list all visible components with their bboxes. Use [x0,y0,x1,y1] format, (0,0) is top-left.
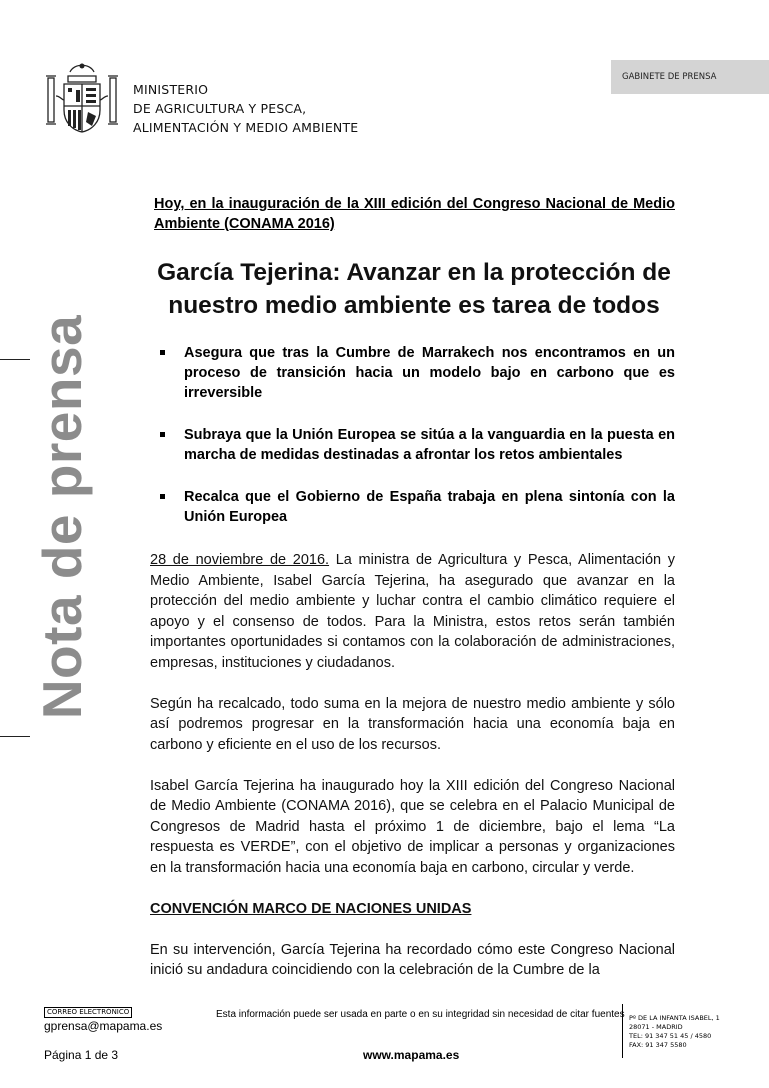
section-title: CONVENCIÓN MARCO DE NACIONES UNIDAS [150,900,472,917]
ministry-line: ALIMENTACIÓN Y MEDIO AMBIENTE [133,120,359,135]
usage-notice: Esta información puede ser usada en parte o en su integridad sin necesidad de citar fuentes [216,1009,625,1020]
headline: García Tejerina: Avanzar en la protección de nuestro medio ambiente es tarea de todos [157,259,671,319]
paragraph-text: La ministra de Agricultura y Pesca, Alimentación y Medio Ambiente, Isabel García Tejerina, ha asegurado que avanzar en la protección del medio ambiente y luchar contra el cambio climático requiere el apoyo y el consenso de todos. Para la Ministra, estos retos serán también importantes oportunidades si contamos con la colaboración de administraciones, empresas, instituciones y ciudadanos. [150,552,675,671]
address-line: FAX: 91 347 5580 [629,1041,687,1049]
email-link[interactable]: gprensa@mapama.es [44,1019,163,1033]
gabinete-label: GABINETE DE PRENSA [611,60,769,94]
paragraph: Isabel García Tejerina ha inaugurado hoy la XIII edición del Congreso Nacional de Medio Ambiente (CONAMA 2016), que se celebra en el Palacio Municipal de Congresos de Madrid hasta el próximo 1 de diciembre, bajo el lema “La respuesta es VERDE”, con el objetivo de implicar a personas y organizaciones en la transformación hacia una economía baja en carbono, circular y verde. [150,777,675,876]
address-block [622,1004,720,1058]
side-divider-top [0,359,30,360]
email-label: CORREO ELECTRÓNICO [44,1007,132,1018]
bullet-item: Recalca que el Gobierno de España trabaja en plena sintonía con la Unión Europea [160,487,675,527]
address-line: TEL: 91 347 51 45 / 4580 [629,1032,712,1040]
page-number: Página 1 de 3 [44,1048,119,1062]
ministry-name [133,80,358,137]
bullet-item: Subraya que la Unión Europea se sitúa a la vanguardia en la puesta en marcha de medidas destinadas a afrontar los retos ambientales [160,425,675,465]
website-link[interactable]: www.mapama.es [363,1048,460,1062]
paragraph [150,550,675,673]
article-body [150,550,675,981]
address-line: Pº DE LA INFANTA ISABEL, 1 [629,1014,720,1022]
vertical-title: Nota de prensa [31,314,93,720]
address-line: 28071 - MADRID [629,1023,683,1031]
bullet-list [160,343,675,549]
date: 28 de noviembre de 2016. [150,552,330,568]
kicker: Hoy, en la inauguración de la XIII edición del Congreso Nacional de Medio Ambiente (CONAMA 2016) [154,196,675,232]
bullet-item: Asegura que tras la Cumbre de Marrakech nos encontramos en un proceso de transición hacia un modelo bajo en carbono que es irreversible [160,343,675,403]
ministry-line: DE AGRICULTURA Y PESCA, [133,101,307,116]
side-divider-bottom [0,736,30,737]
ministry-line: MINISTERIO [133,82,209,97]
coat-of-arms-icon [44,60,120,138]
paragraph: Según ha recalcado, todo suma en la mejora de nuestro medio ambiente y sólo así podremos progresar en la transformación hacia una economía baja en carbono y eficiente en el uso de los recursos. [150,695,675,753]
vertical-title-wrap [31,314,93,720]
paragraph: En su intervención, García Tejerina ha recordado cómo este Congreso Nacional inició su andadura coincidiendo con la celebración de la Cumbre de la [150,941,675,978]
